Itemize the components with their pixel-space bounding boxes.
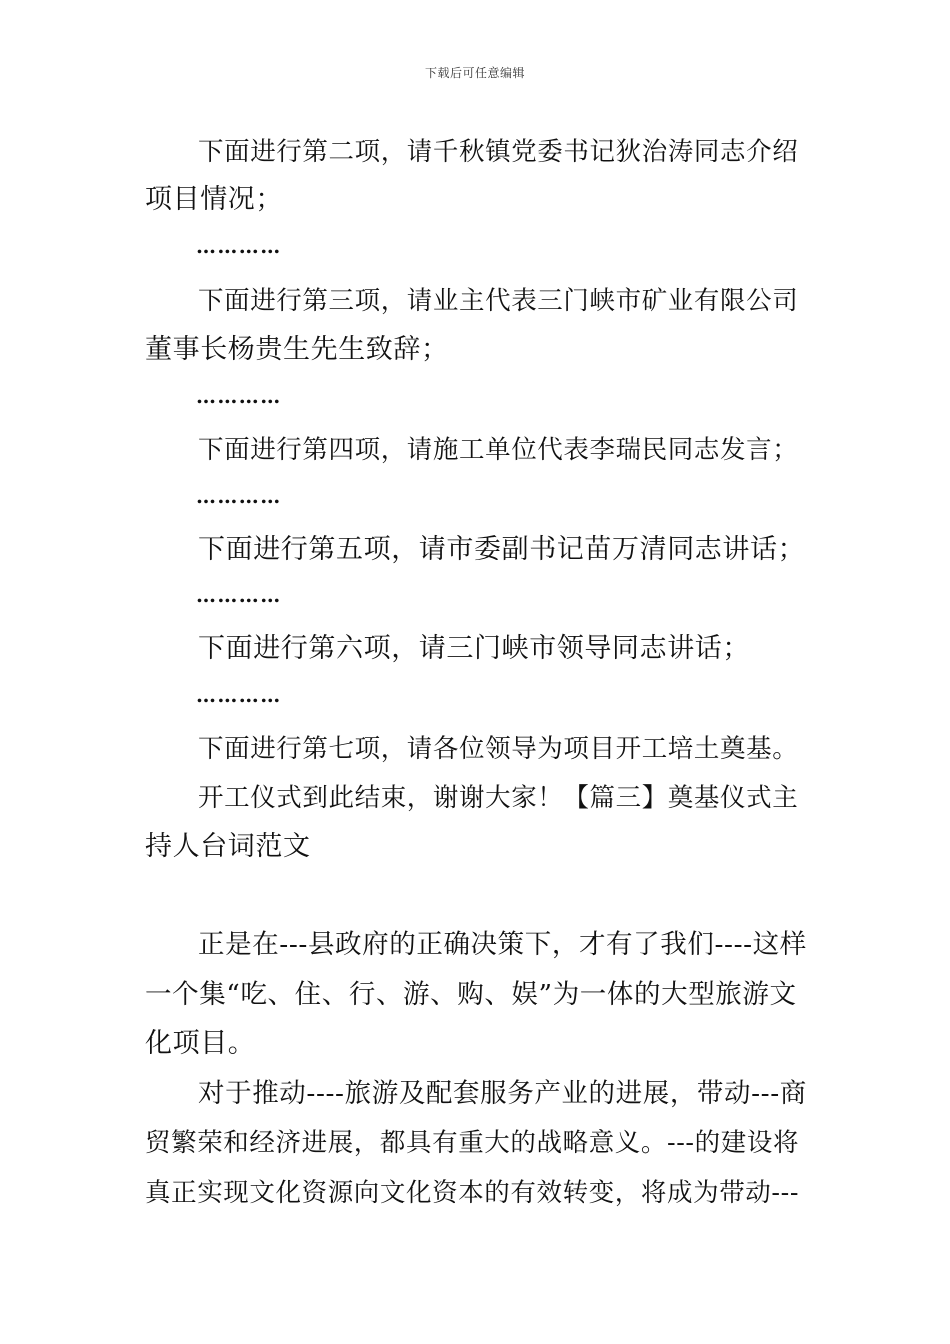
ellipsis-line: ………… [196, 583, 282, 607]
paragraph-line: 持人台词范文 [145, 831, 311, 862]
paragraph-line: 项目情况； [145, 184, 283, 215]
ellipsis-line: ………… [196, 683, 282, 707]
paragraph-line: 真正实现文化资源向文化资本的有效转变，将成为带动--- [145, 1178, 800, 1208]
paragraph-line: 下面进行第五项，请市委副书记苗万清同志讲话； [198, 534, 806, 565]
paragraph-line: 一个集“吃、住、行、游、购、娱”为一体的大型旅游文 [145, 979, 797, 1010]
paragraph-line: 下面进行第二项，请千秋镇党委书记狄治涛同志介绍 [198, 137, 799, 167]
paragraph-line: 董事长杨贵生先生致辞； [145, 334, 449, 365]
paragraph-line: 下面进行第六项，请三门峡市领导同志讲话； [198, 633, 750, 664]
page-header: 下载后可任意编辑 [424, 66, 525, 80]
paragraph-line: 正是在---县政府的正确决策下，才有了我们----这样 [198, 929, 807, 960]
ellipsis-line: ………… [196, 384, 282, 408]
paragraph-line: 开工仪式到此结束，谢谢大家！【篇三】奠基仪式主 [198, 783, 799, 813]
paragraph-line: 贸繁荣和经济进展，都具有重大的战略意义。---的建设将 [145, 1128, 800, 1158]
paragraph-line: 下面进行第三项，请业主代表三门峡市矿业有限公司 [198, 286, 799, 316]
paragraph-line: 下面进行第四项，请施工单位代表李瑞民同志发言； [198, 435, 799, 465]
ellipsis-line: ………… [196, 234, 282, 258]
ellipsis-line: ………… [196, 484, 282, 508]
paragraph-line: 下面进行第七项，请各位领导为项目开工培土奠基。 [198, 734, 799, 764]
paragraph-line: 对于推动----旅游及配套服务产业的进展，带动---商 [198, 1078, 807, 1109]
paragraph-line: 化项目。 [145, 1028, 256, 1059]
